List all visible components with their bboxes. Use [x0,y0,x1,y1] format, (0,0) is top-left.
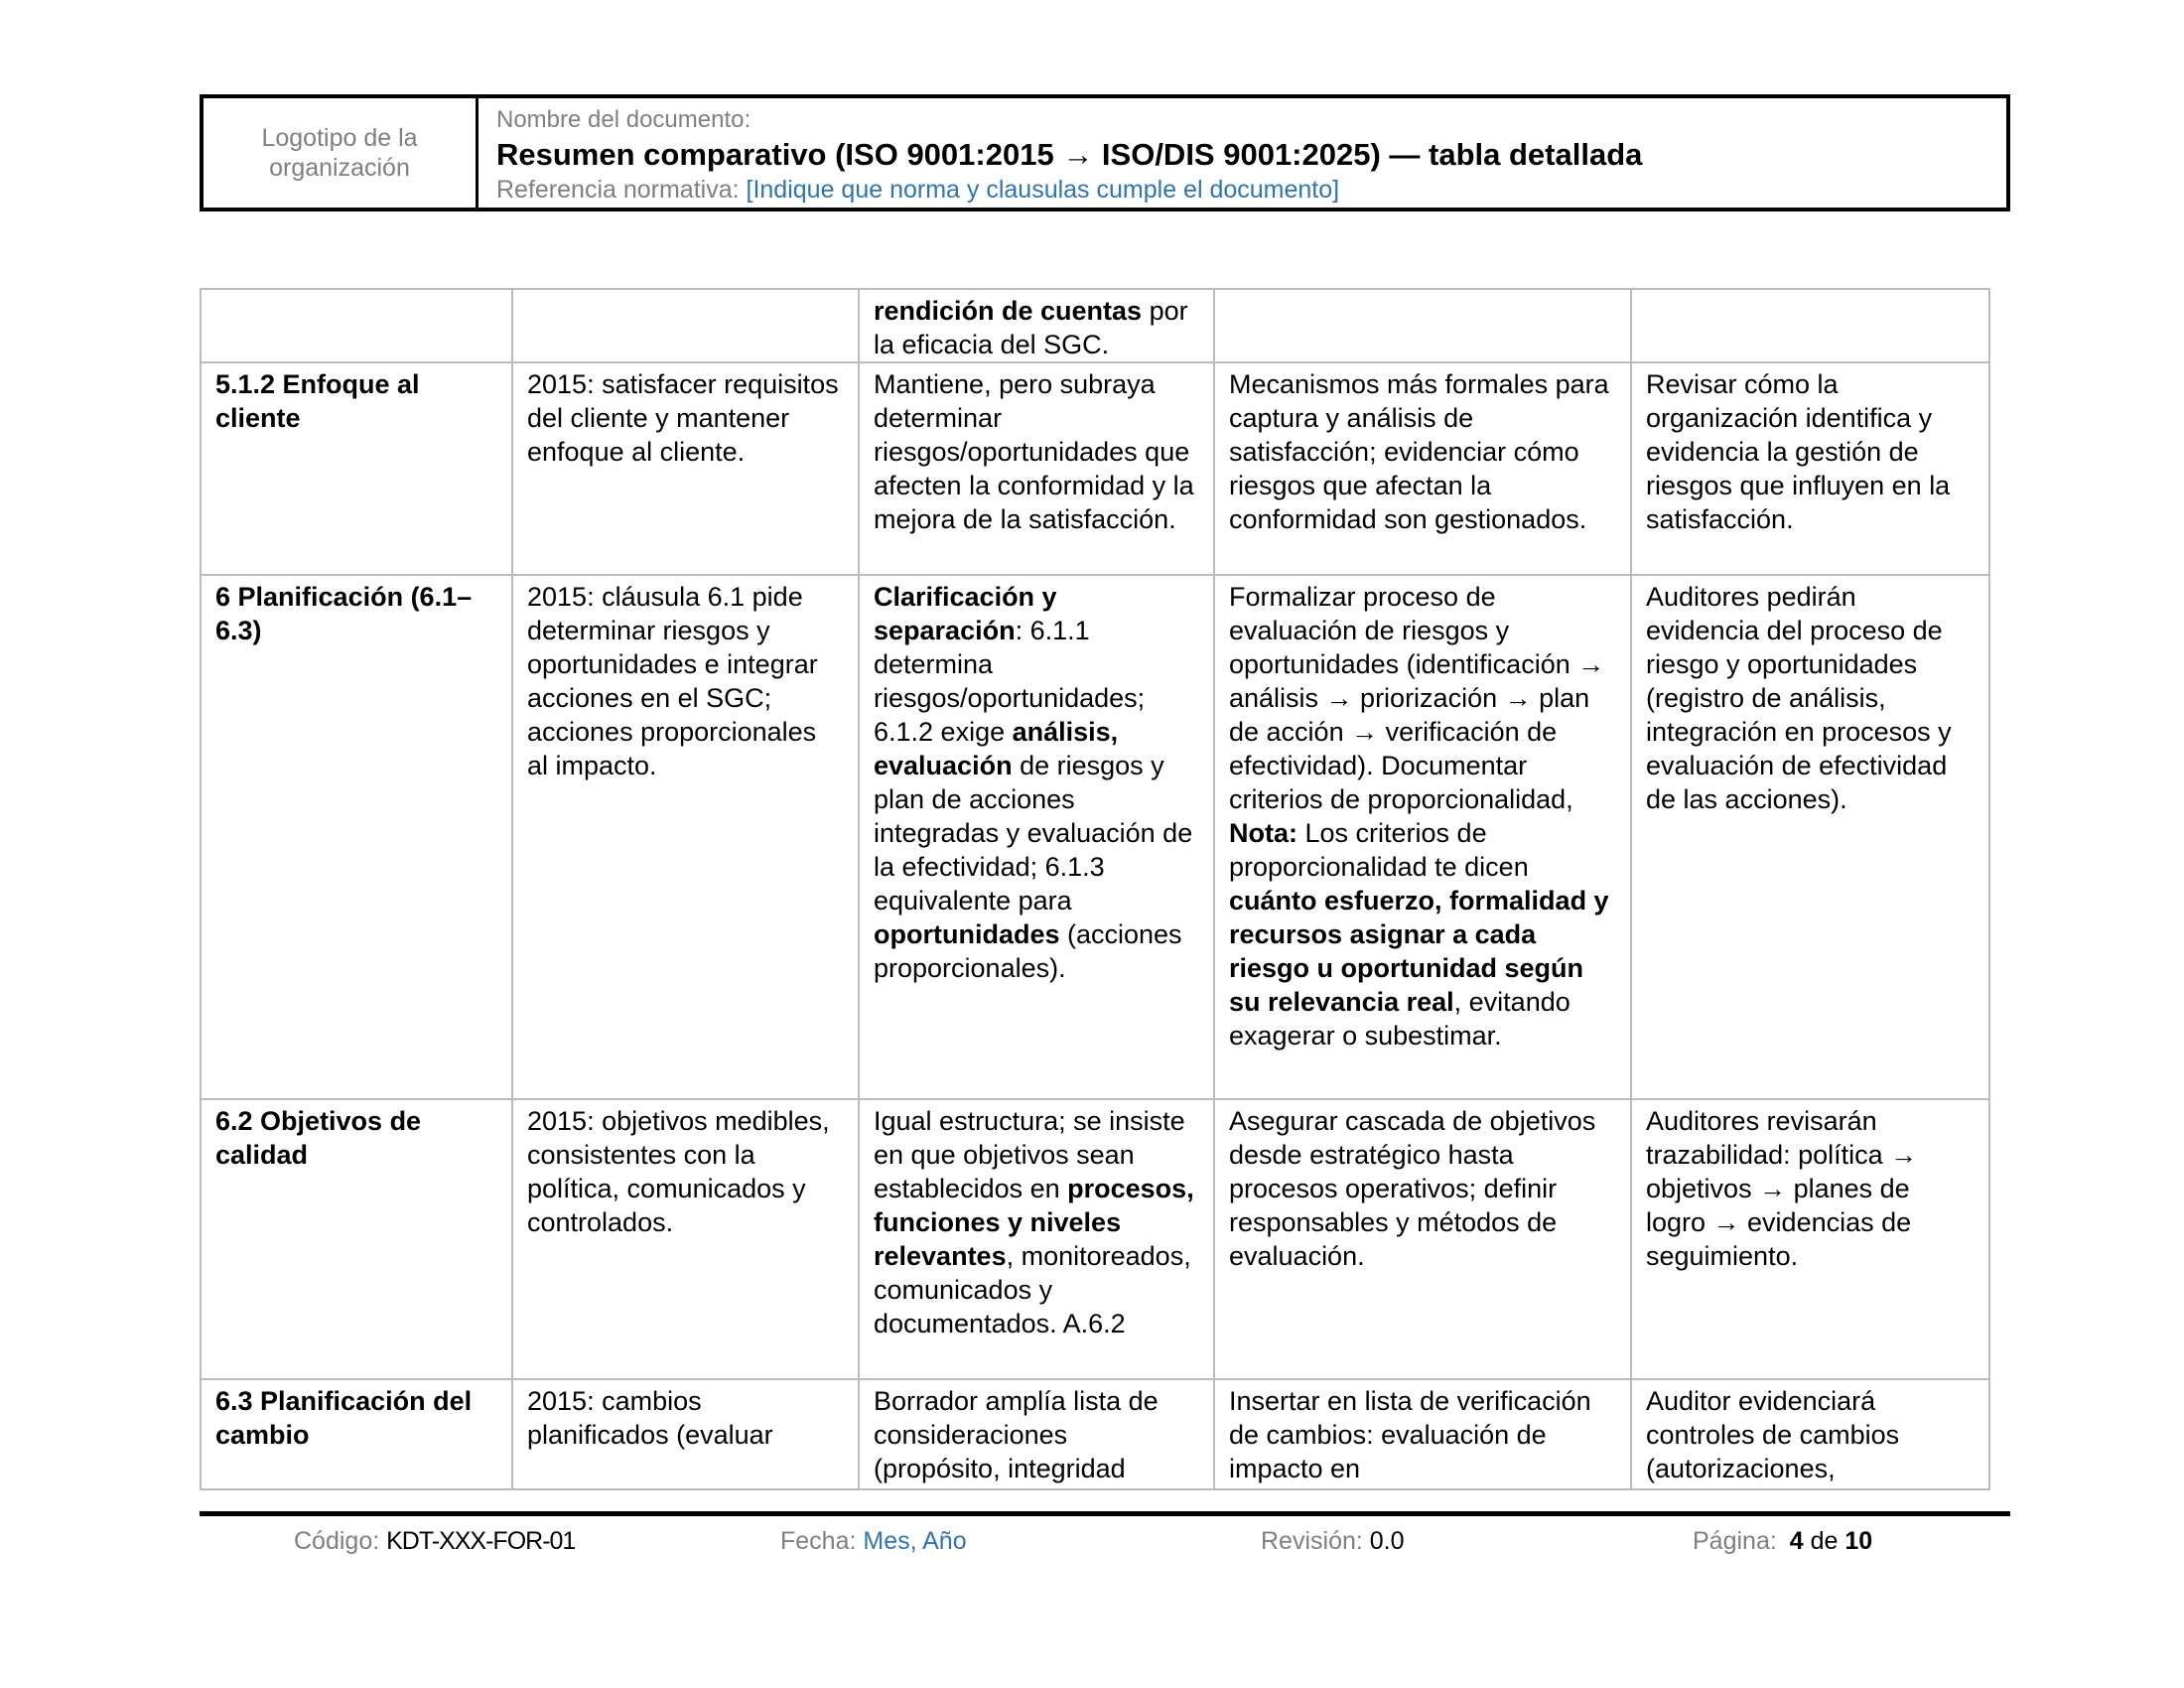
table-row [201,1099,1989,1379]
revision-value: 0.0 [1369,1527,1405,1555]
footer-revision [1261,1526,1405,1556]
row4-2015-cell: 2015: cambios planificados (evaluar [512,1379,859,1489]
row2-clause-cell: 6 Planificación (6.1–6.3) [201,575,512,1099]
row1-change-cell: Mantiene, pero subraya determinar riesgos/oportunidades que afecten la conformidad y la mejora de la satisfacción. [859,362,1214,575]
row0-change-cell: rendición de cuentas por la eficacia del SGC. [859,289,1214,362]
code-label: Código: [294,1527,380,1555]
row4-change-cell: Borrador amplía lista de consideraciones (propósito, integridad [859,1379,1214,1489]
row2-2015-cell: 2015: cláusula 6.1 pide determinar riesgos y oportunidades e integrar acciones en el SGC; acciones proporcionales al impacto. [512,575,859,1099]
document-title: Resumen comparativo (ISO 9001:2015 → ISO/DIS 9001:2025) — tabla detallada [496,137,1643,172]
document-name-label: Nombre del documento: [496,106,751,133]
row0-implication-cell [1214,289,1631,362]
page-label: Página: [1693,1527,1777,1555]
footer-date [780,1526,967,1556]
row2-audit-cell: Auditores pedirán evidencia del proceso de riesgo y oportunidades (registro de análisis, integración en procesos y evaluación de efectividad de las acciones). [1631,575,1989,1099]
footer-code [294,1526,575,1556]
row1-audit-cell: Revisar cómo la organización identifica y evidencia la gestión de riesgos que influyen en la satisfacción. [1631,362,1989,575]
row2-implication-cell: Formalizar proceso de evaluación de riesgos y oportunidades (identificación → análisis → priorización → plan de acción → verificación de efectividad). Documentar criterios de proporcionalidad, Nota: Los criterios de proporcionalidad te dicen cuánto esfuerzo, formalidad y recursos asignar a cada riesgo u oportunidad según su relevancia real, evitando exagerar o subestimar. [1214,575,1631,1099]
row4-implication-cell: Insertar en lista de verificación de cambios: evaluación de impacto en [1214,1379,1631,1489]
document-header-main [478,98,2006,208]
row3-implication-cell: Asegurar cascada de objetivos desde estratégico hasta procesos operativos; definir responsables y métodos de evaluación. [1214,1099,1631,1379]
organization-logo-placeholder: Logotipo de la organización [204,98,478,208]
row3-clause-cell: 6.2 Objetivos de calidad [201,1099,512,1379]
row0-2015-cell [512,289,859,362]
date-label: Fecha: [780,1527,857,1555]
code-value: KDT-XXX-FOR-01 [386,1527,576,1555]
row0-audit-cell [1631,289,1989,362]
comparison-table [200,288,1990,1490]
table-row [201,362,1989,575]
row1-clause-cell: 5.1.2 Enfoque al cliente [201,362,512,575]
row3-change-cell: Igual estructura; se insiste en que objetivos sean establecidos en procesos, funciones y niveles relevantes, monitoreados, comunicados y documentados. A.6.2 [859,1099,1214,1379]
row1-2015-cell: 2015: satisfacer requisitos del cliente y mantener enfoque al cliente. [512,362,859,575]
row4-clause-cell: 6.3 Planificación del cambio [201,1379,512,1489]
row1-implication-cell: Mecanismos más formales para captura y análisis de satisfacción; evidenciar cómo riesgos que afectan la conformidad son gestionados. [1214,362,1631,575]
row3-2015-cell: 2015: objetivos medibles, consistentes con la política, comunicados y controlados. [512,1099,859,1379]
row4-audit-cell: Auditor evidenciará controles de cambios (autorizaciones, [1631,1379,1989,1489]
table-row [201,289,1989,362]
footer-page [1693,1526,1872,1556]
normative-reference-placeholder-link[interactable]: [Indique que norma y clausulas cumple el documento] [746,176,1340,204]
table-row [201,1379,1989,1489]
normative-reference-line [496,175,1996,206]
table-row [201,575,1989,1099]
row3-audit-cell: Auditores revisarán trazabilidad: política → objetivos → planes de logro → evidencias de seguimiento. [1631,1099,1989,1379]
row0-clause-cell [201,289,512,362]
document-header-box [200,94,2010,211]
revision-label: Revisión: [1261,1527,1363,1555]
date-value-placeholder[interactable]: Mes, Año [863,1527,967,1555]
footer-divider-rule [200,1511,2010,1516]
normative-reference-label: Referencia normativa: [496,176,747,204]
row2-change-cell: Clarificación y separación: 6.1.1 determina riesgos/oportunidades; 6.1.2 exige análisis, evaluación de riesgos y plan de acciones integradas y evaluación de la efectividad; 6.1.3 equivalente para oportunidades (acciones proporcionales). [859,575,1214,1099]
page-number: 4 de 10 [1789,1527,1873,1555]
